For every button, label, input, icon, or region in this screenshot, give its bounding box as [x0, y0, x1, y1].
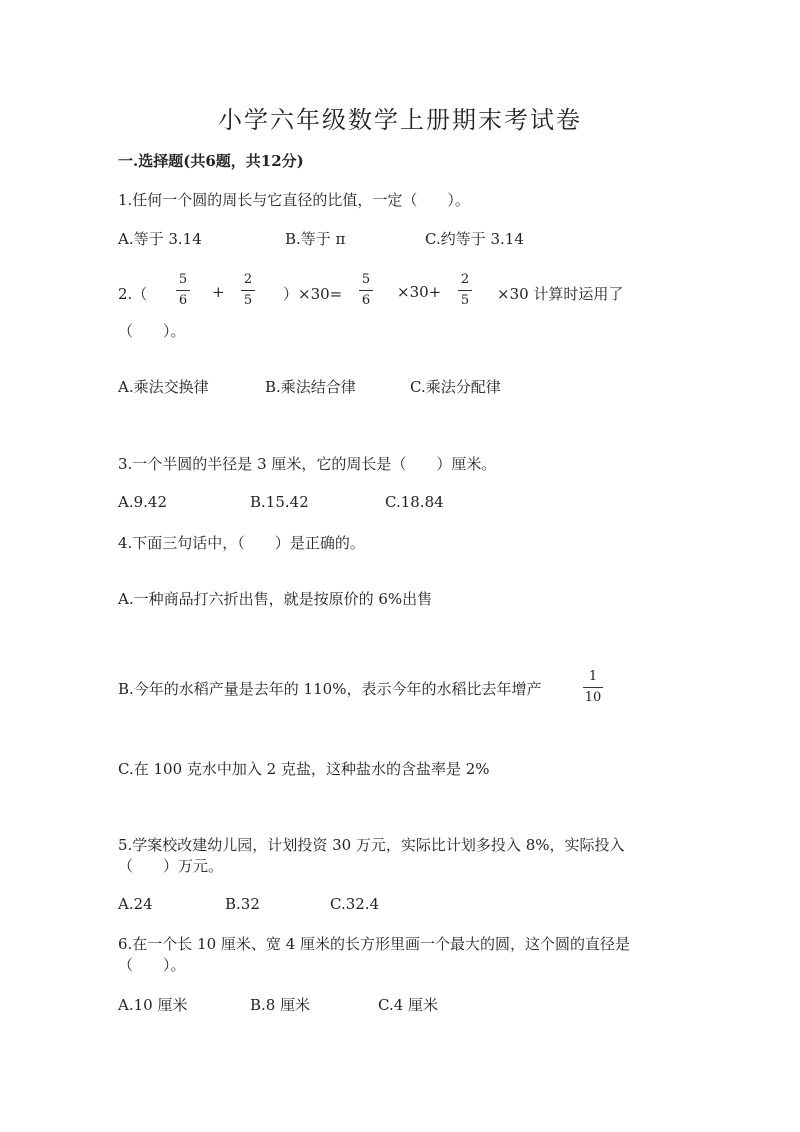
fraction-numerator: 5 [178, 272, 188, 287]
question-2-option-a: A.乘法交换律 [118, 378, 209, 396]
question-2-fraction-2 [241, 273, 255, 308]
fraction-denominator: 6 [178, 293, 188, 308]
fraction-denominator: 6 [361, 293, 371, 308]
question-2-plus: + [212, 283, 225, 301]
question-1-option-b: B.等于 π [285, 230, 346, 248]
question-2-fraction-3 [359, 273, 373, 308]
fraction-numerator: 1 [588, 669, 598, 684]
question-6-option-b: B.8 厘米 [250, 996, 311, 1014]
question-4-option-b-fraction [583, 670, 603, 705]
question-2-blank: （ ）。 [118, 322, 186, 340]
question-6-option-a: A.10 厘米 [118, 996, 188, 1014]
question-2-middle: ）×30= [283, 285, 343, 303]
question-4-option-c: C.在 100 克水中加入 2 克盐，这种盐水的含盐率是 2% [118, 760, 490, 778]
fraction-denominator: 10 [584, 690, 602, 705]
question-2-middle-2: ×30+ [397, 283, 442, 301]
fraction-numerator: 2 [460, 272, 470, 287]
fraction-bar [359, 290, 373, 291]
page-title: 小学六年级数学上册期末考试卷 [218, 106, 582, 134]
question-4-option-a: A.一种商品打六折出售，就是按原价的 6%出售 [118, 590, 433, 608]
question-3-option-c: C.18.84 [385, 493, 444, 511]
question-3-option-a: A.9.42 [118, 493, 167, 511]
fraction-bar [583, 687, 603, 688]
question-1-option-c: C.约等于 3.14 [425, 230, 524, 248]
fraction-numerator: 5 [361, 272, 371, 287]
question-5-option-b: B.32 [225, 895, 260, 913]
fraction-bar [458, 290, 472, 291]
fraction-denominator: 5 [460, 293, 470, 308]
question-6-option-c: C.4 厘米 [378, 996, 439, 1014]
fraction-bar [241, 290, 255, 291]
question-2-prefix: 2.（ [118, 285, 148, 303]
section-heading: 一.选择题(共6题，共12分) [118, 152, 304, 170]
question-1-option-a: A.等于 3.14 [118, 230, 202, 248]
fraction-numerator: 2 [243, 272, 253, 287]
question-5-stem-line-2: （ ）万元。 [118, 857, 224, 875]
question-1-stem: 1.任何一个圆的周长与它直径的比值，一定（ ）。 [118, 191, 470, 209]
question-4-stem: 4.下面三句话中，（ ）是正确的。 [118, 534, 365, 552]
question-3-stem: 3.一个半圆的半径是 3 厘米，它的周长是（ ）厘米。 [118, 455, 497, 473]
question-2-fraction-1 [176, 273, 190, 308]
fraction-bar [176, 290, 190, 291]
fraction-denominator: 5 [243, 293, 253, 308]
question-5-stem-line-1: 5.学案校改建幼儿园，计划投资 30 万元，实际比计划多投入 8%，实际投入 [118, 836, 625, 854]
question-2-option-c: C.乘法分配律 [410, 378, 501, 396]
question-6-stem-line-1: 6.在一个长 10 厘米、宽 4 厘米的长方形里画一个最大的圆，这个圆的直径是 [118, 935, 631, 953]
question-6-stem-line-2: （ ）。 [118, 956, 186, 974]
question-4-option-b: B.今年的水稻产量是去年的 110%，表示今年的水稻比去年增产 [118, 680, 542, 698]
question-3-option-b: B.15.42 [250, 493, 309, 511]
question-2-option-b: B.乘法结合律 [265, 378, 356, 396]
question-2-fraction-4 [458, 273, 472, 308]
question-5-option-c: C.32.4 [330, 895, 380, 913]
question-5-option-a: A.24 [118, 895, 153, 913]
question-2-tail: ×30 计算时运用了 [497, 285, 624, 303]
